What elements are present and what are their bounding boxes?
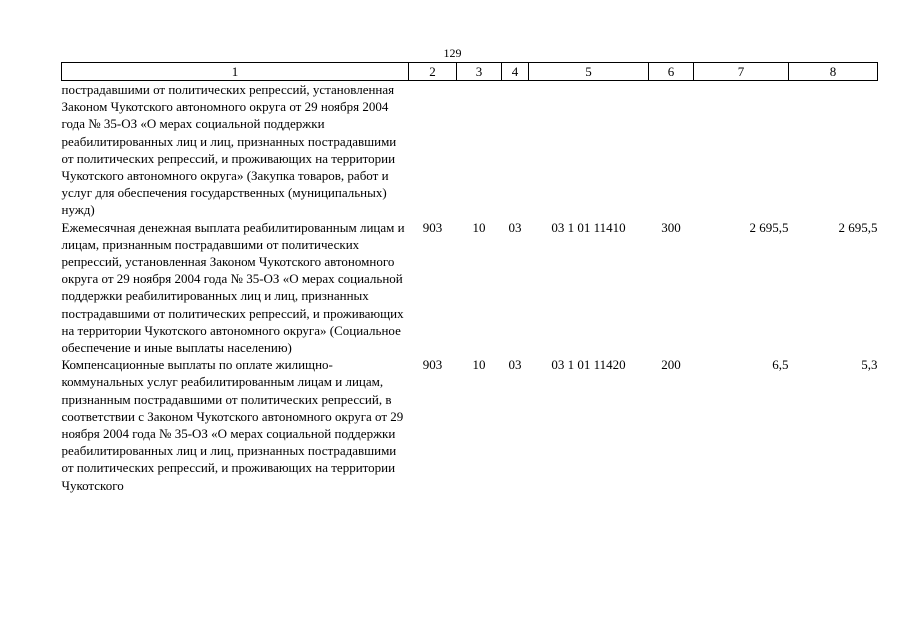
row-col-8: 2 695,5 <box>838 219 878 235</box>
row-description: Ежемесячная денежная выплата реабилитированным лицам и лицам, признанным пострадавшими от политических репрессий, установленная Законом Чукотского автономного округа от 29 ноября 2004 года № 35-ОЗ «О мерах социальной поддержки реабилитированных лиц и лиц, признанных пострадавшими от политических репрессий, и проживающих на территории Чукотского автономного округа» (Социальное обеспечение и иные выплаты населению) <box>61 219 405 356</box>
row-col-5 <box>529 81 649 219</box>
row-col-2: 903 <box>422 357 443 373</box>
table-header <box>62 63 878 81</box>
header-col-5: 5 <box>529 63 649 81</box>
row-col-8: 5,3 <box>861 357 878 373</box>
row-col-2: 903 <box>422 219 443 235</box>
row-col-7: 2 695,5 <box>749 219 789 235</box>
row-col-6: 200 <box>661 357 681 373</box>
row-col-5: 03 1 01 11420 <box>551 357 626 373</box>
header-col-6: 6 <box>649 63 694 81</box>
row-description: пострадавшими от политических репрессий, установленная Законом Чукотского автономного округа от 29 ноября 2004 года № 35-ОЗ «О мерах социальной поддержки реабилитированных лиц и лиц, признанных пострадавшими от политических репрессий, и проживающих на территории Чукотского автономного округа» (Закупка товаров, работ и услуг для обеспечения государственных (муниципальных) нужд) <box>61 82 397 218</box>
row-col-3: 10 <box>472 219 486 235</box>
header-col-4: 4 <box>502 63 529 81</box>
table-row <box>62 356 878 494</box>
budget-table <box>61 62 878 494</box>
row-col-7 <box>694 81 789 219</box>
row-description: Компенсационные выплаты по оплате жилищно-коммунальных услуг реабилитированным лицам и лицам, признанным пострадавшими от политических репрессий, в соответствии с Законом Чукотского автономного округа от 29 ноября 2004 года № 35-ОЗ «О мерах социальной поддержки реабилитированных лиц и лиц, признанных пострадавшими от политических репрессий, и проживающих на территории Чукотского <box>61 357 404 493</box>
row-col-4: 03 <box>508 357 522 373</box>
table-row <box>62 219 878 357</box>
row-col-4 <box>502 81 529 219</box>
row-col-4: 03 <box>508 219 522 235</box>
row-col-2 <box>409 81 457 219</box>
row-col-7: 6,5 <box>772 357 789 373</box>
row-col-6: 300 <box>661 219 681 235</box>
row-col-6 <box>649 81 694 219</box>
row-col-5: 03 1 01 11410 <box>551 219 626 235</box>
table-row <box>62 81 878 219</box>
header-col-7: 7 <box>694 63 789 81</box>
header-col-1: 1 <box>62 63 409 81</box>
row-col-3 <box>457 81 502 219</box>
header-col-2: 2 <box>409 63 457 81</box>
header-col-8: 8 <box>789 63 878 81</box>
page-number: 129 <box>443 46 462 60</box>
header-col-3: 3 <box>457 63 502 81</box>
row-col-8 <box>789 81 878 219</box>
row-col-3: 10 <box>472 357 486 373</box>
